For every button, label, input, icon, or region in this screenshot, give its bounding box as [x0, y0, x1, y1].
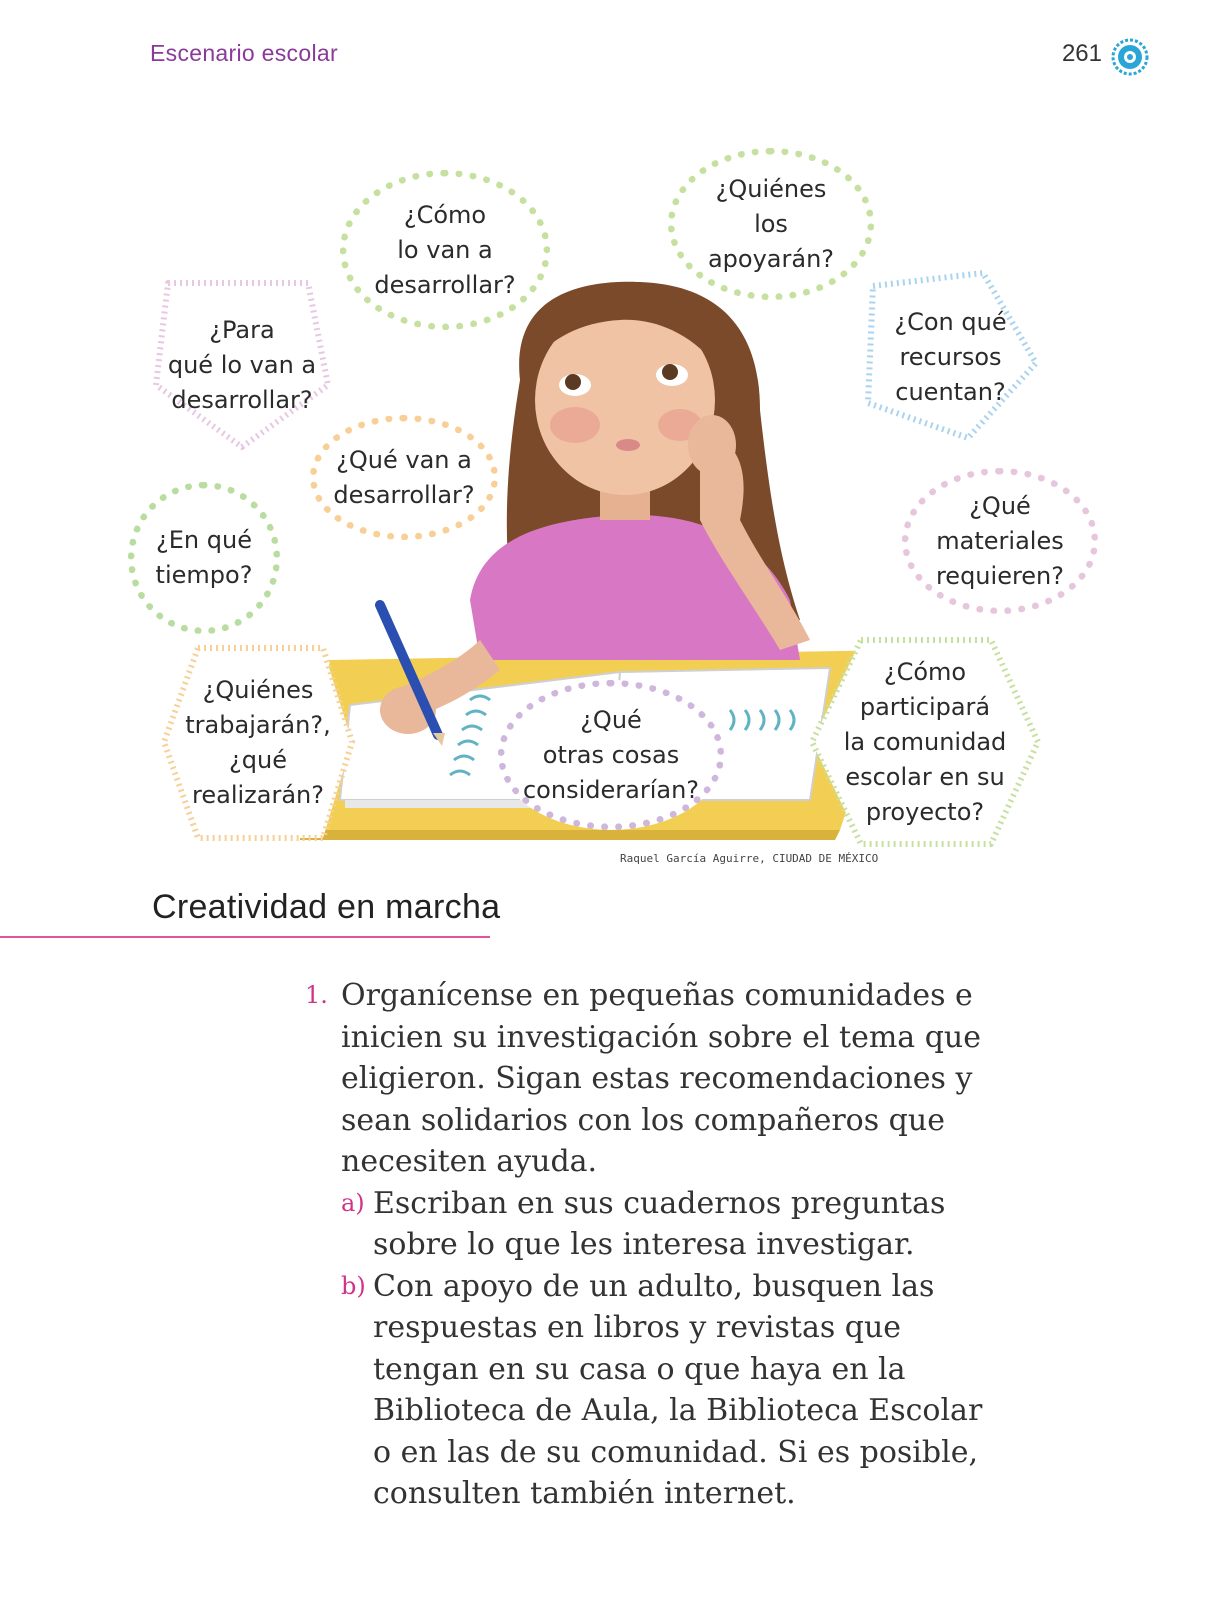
sub-list-marker: b)	[341, 1271, 366, 1300]
question-bubble-en-que-tiempo	[128, 482, 280, 634]
bubble-text: ¿Con qué recursos cuentan?	[894, 307, 1007, 406]
bubble-text: ¿Quiénes los apoyarán?	[707, 174, 835, 273]
question-bubble-como-desarrollar	[340, 170, 550, 330]
bubble-text: ¿Para qué lo van a desarrollar?	[167, 315, 317, 414]
bubble-text: ¿Qué otras cosas considerarían?	[522, 705, 700, 804]
question-bubble-que-materiales	[902, 468, 1098, 614]
section-title: Creatividad en marcha	[152, 888, 501, 926]
instructions-list	[305, 975, 1005, 1515]
sub-list-item-text: Con apoyo de un adulto, busquen las respuestas en libros y revistas que tengan en su casa o que haya en la Biblioteca de Aula, la Biblioteca Escolar o en las de su comunidad. Si es posible, consulten también internet.	[373, 1268, 983, 1511]
illustration-credit: Raquel García Aguirre, CIUDAD DE MÉXICO	[620, 852, 879, 865]
question-bubble-quienes-apoyaran	[668, 148, 874, 300]
list-item-text: Organícense en pequeñas comunidades e inicien su investigación sobre el tema que eligieron. Sigan estas recomendaciones y sean solidarios con los compañeros que necesiten ayuda.	[341, 978, 981, 1179]
question-bubble-quienes-trabajaran	[158, 640, 358, 845]
bubble-text: ¿Qué materiales requieren?	[935, 491, 1065, 590]
sub-list-item-text: Escriban en sus cuadernos preguntas sobre lo que les interesa investigar.	[373, 1185, 946, 1262]
question-bubble-como-participara	[806, 632, 1044, 852]
bubble-text: ¿Quiénes trabajarán?, ¿qué realizarán?	[185, 675, 331, 809]
question-bubble-otras-cosas	[498, 680, 724, 830]
section-header: Escenario escolar	[150, 40, 338, 66]
question-bubble-con-que-recursos	[858, 268, 1043, 446]
section-divider	[0, 936, 490, 938]
list-marker: 1.	[305, 981, 328, 1009]
sub-list-item	[305, 1183, 1005, 1266]
question-bubble-para-que	[148, 275, 336, 455]
bubble-text: ¿En qué tiempo?	[155, 526, 253, 589]
sub-list-item	[305, 1266, 1005, 1515]
bubble-text: ¿Cómo participará la comunidad escolar en su proyecto?	[843, 657, 1007, 826]
page-number: 261	[1061, 40, 1102, 67]
question-bubble-que-van-desarrollar	[310, 415, 498, 540]
sub-list-marker: a)	[341, 1188, 365, 1217]
bubble-text: ¿Cómo lo van a desarrollar?	[374, 200, 516, 299]
bubble-text: ¿Qué van a desarrollar?	[333, 445, 475, 509]
list-item	[305, 975, 1005, 1183]
